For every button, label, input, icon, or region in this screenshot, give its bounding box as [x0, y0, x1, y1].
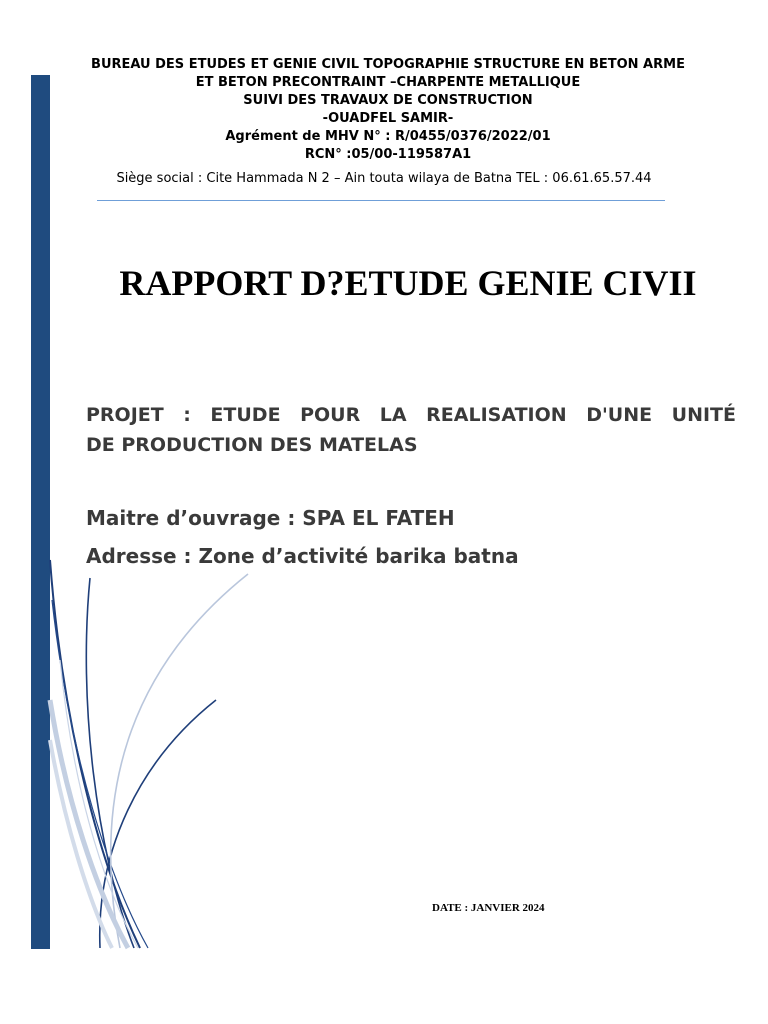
header-line-company: BUREAU DES ETUDES ET GENIE CIVIL TOPOGRAPHIE STRUCTURE EN BETON ARME — [91, 57, 685, 72]
curve-light-4 — [60, 660, 138, 948]
report-date: DATE : JANVIER 2024 — [432, 902, 545, 914]
curve-dark-1 — [50, 560, 140, 948]
company-header — [60, 56, 716, 164]
project-line-2: DE PRODUCTION DES MATELAS — [86, 434, 418, 456]
header-line-owner: -OUADFEL SAMIR- — [322, 111, 454, 126]
curve-light-3 — [50, 740, 112, 948]
report-title: RAPPORT D?ETUDE GENIE CIVII — [119, 263, 697, 303]
head-office-address: Siège social : Cite Hammada N 2 – Ain touta wilaya de Batna TEL : 06.61.65.57.44 — [116, 171, 652, 186]
curve-dark-4 — [52, 600, 148, 948]
curve-light-1 — [111, 574, 248, 948]
header-divider — [97, 200, 665, 201]
project-address: Adresse : Zone d’activité barika batna — [86, 544, 519, 568]
project-line-1: PROJET : ETUDE POUR LA REALISATION D'UNE UNITÉ — [86, 404, 736, 426]
curve-dark-3 — [100, 700, 216, 948]
project-description — [86, 400, 736, 460]
header-line-rcn: RCN° :05/00-119587A1 — [304, 147, 472, 162]
left-sidebar-bar — [31, 75, 50, 949]
curve-light-2 — [50, 700, 128, 948]
header-line-services: SUIVI DES TRAVAUX DE CONSTRUCTION — [243, 93, 533, 108]
header-line-specialities: ET BETON PRECONTRAINT –CHARPENTE METALLIQUE — [195, 75, 581, 90]
project-owner: Maitre d’ouvrage : SPA EL FATEH — [86, 506, 455, 530]
curve-dark-2 — [86, 578, 134, 948]
header-line-agrement: Agrément de MHV N° : R/0455/0376/2022/01 — [225, 129, 551, 144]
